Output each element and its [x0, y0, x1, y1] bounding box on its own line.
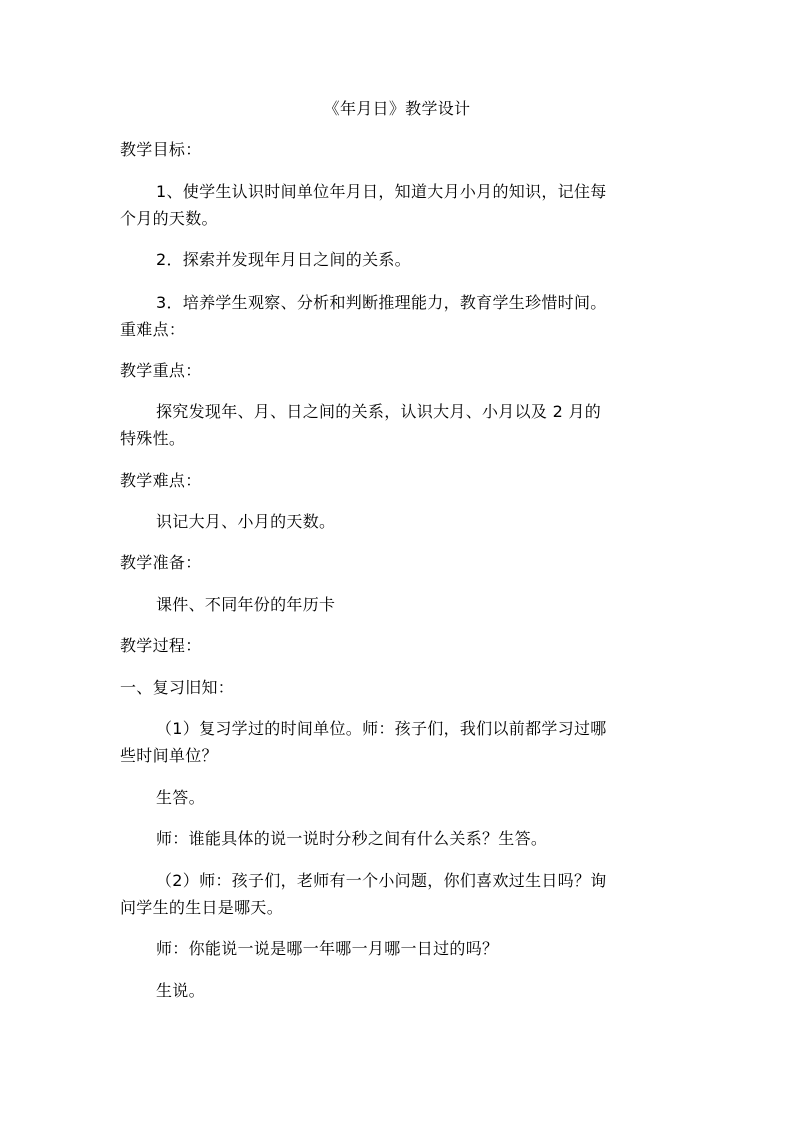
paragraph-objective-1-cont: 个月的天数。 — [120, 209, 218, 228]
heading-review: 一、复习旧知： — [120, 678, 235, 697]
paragraph-review-2-cont: 问学生的生日是哪天。 — [120, 898, 284, 917]
paragraph-key-points-cont: 特殊性。 — [120, 429, 186, 448]
paragraph-objective-3: 3．培养学生观察、分析和判断推理能力，教育学生珍惜时间。 — [156, 293, 607, 312]
paragraph-preparation: 课件、不同年份的年历卡 — [156, 595, 336, 614]
paragraph-objective-2: 2．探索并发现年月日之间的关系。 — [156, 250, 411, 269]
paragraph-teacher-question: 师：谁能具体的说一说时分秒之间有什么关系？生答。 — [156, 829, 548, 848]
paragraph-objective-1: 1、使学生认识时间单位年月日，知道大月小月的知识，记住每 — [156, 182, 607, 201]
paragraph-review-1: （1）复习学过的时间单位。师：孩子们，我们以前都学习过哪 — [156, 719, 607, 738]
paragraph-student-says: 生说。 — [156, 981, 205, 1000]
heading-preparation: 教学准备： — [120, 553, 202, 572]
heading-process: 教学过程： — [120, 636, 202, 655]
heading-objectives: 教学目标： — [120, 140, 202, 159]
paragraph-review-2: （2）师：孩子们，老师有一个小问题，你们喜欢过生日吗？询 — [156, 871, 607, 890]
document-title: 《年月日》教学设计 — [323, 99, 471, 118]
paragraph-student-answer: 生答。 — [156, 788, 205, 807]
paragraph-review-1-cont: 些时间单位？ — [120, 746, 218, 765]
paragraph-key-points: 探究发现年、月、日之间的关系，认识大月、小月以及 2 月的 — [156, 402, 602, 421]
paragraph-difficult-points: 识记大月、小月的天数。 — [156, 512, 336, 531]
heading-key-difficult-points: 重难点： — [120, 320, 186, 339]
heading-difficult-points: 教学难点： — [120, 471, 202, 490]
heading-key-points: 教学重点： — [120, 361, 202, 380]
paragraph-teacher-question-2: 师：你能说一说是哪一年哪一月哪一日过的吗？ — [156, 939, 499, 958]
